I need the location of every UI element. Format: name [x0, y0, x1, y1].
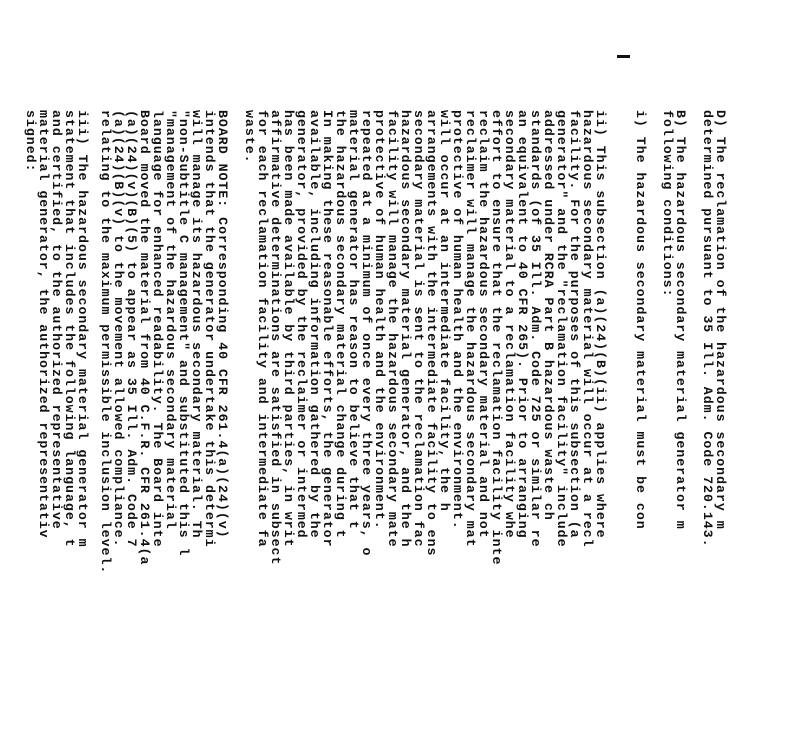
- text-line: hazardous secondary material will occur at a recl: [580, 110, 595, 548]
- text-line: (a)(24)(v)(B)(5) to appear as 35 Ill. Adm. Code 7: [124, 110, 139, 548]
- text-line: effort to ensure that the reclamation facility inte: [489, 110, 504, 566]
- text-line: In making these reasonable efforts, the generator: [320, 110, 335, 548]
- text-line: material generator, the authorized representativ: [36, 110, 51, 539]
- text-line: will occur at an intermediate facility, the h: [437, 110, 452, 512]
- text-line: hazardous secondary material generator, and the h: [398, 110, 413, 548]
- text-line: standards (of 35 Ill. Adm. Code 725 or similar re: [528, 110, 543, 548]
- text-line: affirmative determinations are satisfied in subsect: [268, 110, 283, 566]
- text-line: D) The reclamation of the hazardous secondary m: [713, 110, 728, 530]
- text-line: "non-Subtitle C management" and substituted this l: [176, 110, 191, 557]
- text-line: for each reclamation facility and intermediate fa: [255, 110, 270, 548]
- text-line: signed:: [23, 110, 38, 173]
- text-line: Board moved the material from 40 C.F.R. CFR 261.4(a: [137, 110, 152, 566]
- text-line: addressed under RCRA Part B hazardous waste ch: [541, 110, 556, 521]
- text-line: i) The hazardous secondary material must be con: [633, 110, 648, 530]
- scan-mark: [617, 55, 630, 58]
- text-line: reclaim the hazardous secondary material and not: [476, 110, 491, 539]
- text-line: relating to the maximum permissible inclusion level.: [98, 110, 113, 575]
- text-line: arrangements with the intermediate facility to ens: [424, 110, 439, 557]
- text-line: generator" and the "reclamation facility" include: [554, 110, 569, 548]
- text-line: facility will manage the hazardous secondary mate: [385, 110, 400, 548]
- text-line: determined pursuant to 35 Ill. Adm. Code 720.143.: [700, 110, 715, 548]
- text-line: an equivalent to 40 CFR 265). Prior to arranging: [515, 110, 530, 539]
- text-line: iii) The hazardous secondary material generator m: [75, 110, 90, 548]
- text-line: and certified, to the authorized representative: [49, 110, 64, 530]
- text-line: intends that the generator undertake this determi: [202, 110, 217, 548]
- text-line: protective of human health and the environment.: [450, 110, 465, 530]
- text-line: repeated at a minimum of once every three years, o: [359, 110, 374, 557]
- text-line: the hazardous secondary material change during t: [333, 110, 348, 539]
- text-line: ii) This subsection (a)(24)(B)(ii) applies where: [593, 110, 608, 539]
- text-line: material generator has reason to believe that t: [346, 110, 361, 530]
- text-line: available, including information gathered by the: [307, 110, 322, 539]
- text-line: language for enhanced readability. The Board inte: [150, 110, 165, 548]
- rotated-document-page: [23, 110, 730, 730]
- text-line: "management of the hazardous secondary material: [163, 110, 178, 530]
- text-line: B) The hazardous secondary material generator m: [673, 110, 688, 530]
- text-line: generator, provided by the reclaimer or intermed: [294, 110, 309, 539]
- text-line: statement that includes the following language, t: [62, 110, 77, 548]
- text-line: secondary material to a reclamation facility whe: [502, 110, 517, 539]
- text-line: facility. For the purposes of this subsection (a: [567, 110, 582, 539]
- text-line: secondary material is sent to the reclamation fac: [411, 110, 426, 548]
- text-line: reclaimer will manage the hazardous secondary mat: [463, 110, 478, 548]
- text-line: (a)(24)(B)(v) to the movement allowed compliance.: [111, 110, 126, 548]
- text-line: protective of human health and the environment.: [372, 110, 387, 530]
- text-line: BOARD NOTE: Corresponding 40 CFR 261.4(a)(24)(v): [215, 110, 230, 539]
- text-line: following conditions:: [660, 110, 675, 298]
- text-line: has been made available by third parties, in writ: [281, 110, 296, 548]
- text-line: waste.: [242, 110, 257, 164]
- text-line: will manage its hazardous secondary material. Th: [189, 110, 204, 539]
